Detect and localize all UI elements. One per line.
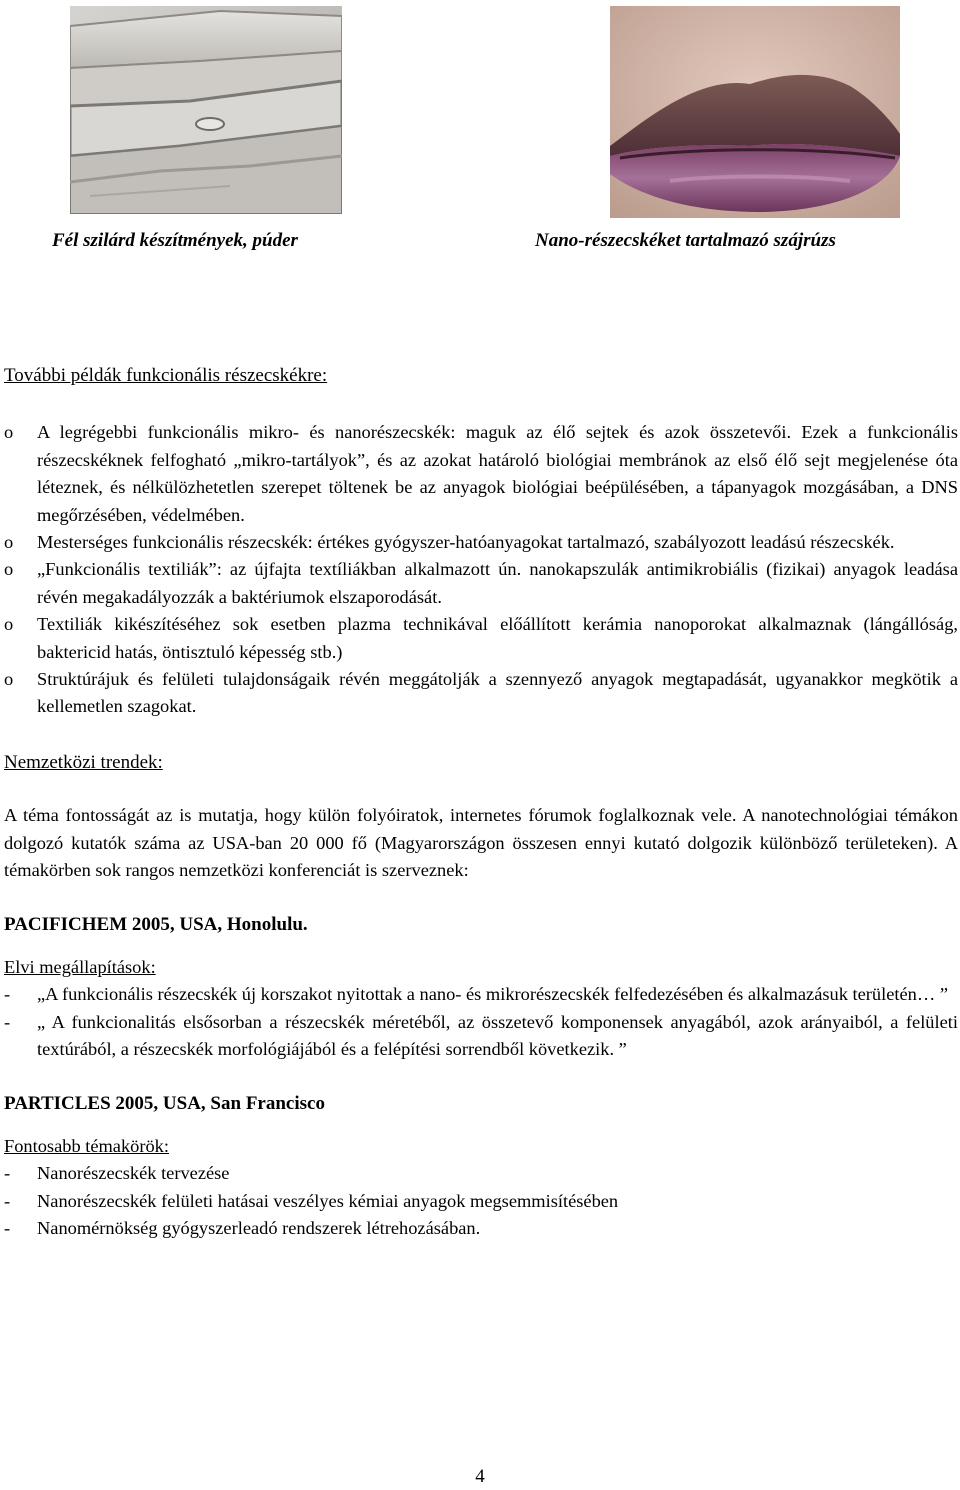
list-item-text: Nanorészecskék tervezése — [37, 1163, 230, 1184]
list-dash: - — [4, 1163, 11, 1184]
list-dash: - — [4, 984, 11, 1005]
list-item — [4, 529, 958, 556]
lips-icon — [610, 6, 900, 218]
list-bullet: o — [4, 532, 14, 553]
list-item — [4, 611, 958, 666]
list-item-text: Nanomérnökség gyógyszerleadó rendszerek létrehozásában. — [37, 1218, 481, 1239]
list-bullet: o — [4, 614, 14, 635]
particles-list — [4, 1160, 958, 1242]
list-dash: - — [4, 1218, 11, 1239]
powder-layers-icon — [70, 6, 342, 214]
list-item — [4, 666, 958, 721]
list-bullet: o — [4, 669, 14, 690]
list-item — [4, 419, 958, 529]
list-item-text: Mesterséges funkcionális részecskék: értékes gyógyszer-hatóanyagokat tartalmazó, szabályozott leadású részecskék. — [37, 532, 895, 553]
particles-subheading: Fontosabb témakörök: — [4, 1135, 169, 1156]
figure-caption-powder: Fél szilárd készítmények, púder — [52, 230, 298, 251]
lipstick-lips-photo — [610, 6, 900, 218]
list-item — [4, 981, 958, 1008]
list-item-text: Textiliák kikészítéséhez sok esetben plazma technikával előállított kerámia nanoporokat alkalmaznak (lángállóság, baktericid hatás, öntisztuló képesség stb.) — [37, 614, 958, 662]
pacifichem-subheading: Elvi megállapítások: — [4, 956, 156, 977]
list-item-text: „A funkcionális részecskék új korszakot nyitottak a nano- és mikrorészecskék felfedezésében és alkalmazásuk területén… ” — [37, 984, 948, 1005]
pacifichem-list — [4, 981, 958, 1063]
document-body — [4, 362, 958, 1243]
conference-title-particles: PARTICLES 2005, USA, San Francisco — [4, 1092, 325, 1114]
list-item-text: Nanorészecskék felületi hatásai veszélyes kémiai anyagok megsemmisítésében — [37, 1190, 619, 1211]
list-item — [4, 1215, 958, 1242]
list-item-text: „ A funkcionalitás elsősorban a részecskék méretéből, az összetevő komponensek anyagából, azok arányaiból, a felületi textúrából, a részecskék morfológiájából és a felépítési sorrendből következik. ” — [37, 1011, 958, 1060]
list-dash: - — [4, 1011, 11, 1032]
examples-list — [4, 419, 958, 720]
list-item — [4, 1188, 958, 1215]
section-heading-examples: További példák funkcionális részecskékre: — [4, 365, 328, 386]
list-dash: - — [4, 1190, 11, 1211]
list-bullet: o — [4, 559, 14, 580]
list-item — [4, 1009, 958, 1064]
list-item-text: Struktúrájuk és felületi tulajdonságaik révén meggátolják a szennyező anyagok megtapadását, ugyanakkor megkötik a kellemetlen szagokat. — [37, 669, 958, 717]
powder-layers-photo — [70, 6, 342, 214]
page-number: 4 — [475, 1466, 485, 1487]
conference-title-pacifichem: PACIFICHEM 2005, USA, Honolulu. — [4, 913, 308, 935]
list-bullet: o — [4, 422, 14, 443]
list-item-text: „Funkcionális textiliák”: az újfajta textíliákban alkalmazott ún. nanokapszulák antimikrobiális (fizikai) anyagok leadása révén megakadályozzák a baktériumok elszaporodását. — [37, 559, 958, 607]
list-item-text: A legrégebbi funkcionális mikro- és nanorészecskék: maguk az élő sejtek és azok összetevői. Ezek a funkcionális részecskéknek felfogható „mikro-tartályok”, és az azokat határoló biológiai membránok az első élő sejt megjelenése óta léteznek, és nélkülözhetetlen szerepet töltenek be az anyagok biológiai beépülésében, a tápanyagok mozgásában, a DNS megőrzésében, védelmében. — [37, 422, 958, 525]
list-item — [4, 556, 958, 611]
figure-caption-lipstick: Nano-részecskéket tartalmazó szájrúzs — [535, 230, 836, 251]
section-heading-trends: Nemzetközi trendek: — [4, 751, 163, 773]
list-item — [4, 1160, 958, 1187]
trends-paragraph: A téma fontosságát az is mutatja, hogy külön folyóiratok, internetes fórumok foglalkoznak vele. A nanotechnológiai témákon dolgozó kutatók száma az USA-ban 20 000 fő (Magyarországon összesen ennyi kutató dolgozik különböző területeken). A témakörben sok rangos nemzetközi konferenciát is szerveznek: — [4, 805, 958, 881]
